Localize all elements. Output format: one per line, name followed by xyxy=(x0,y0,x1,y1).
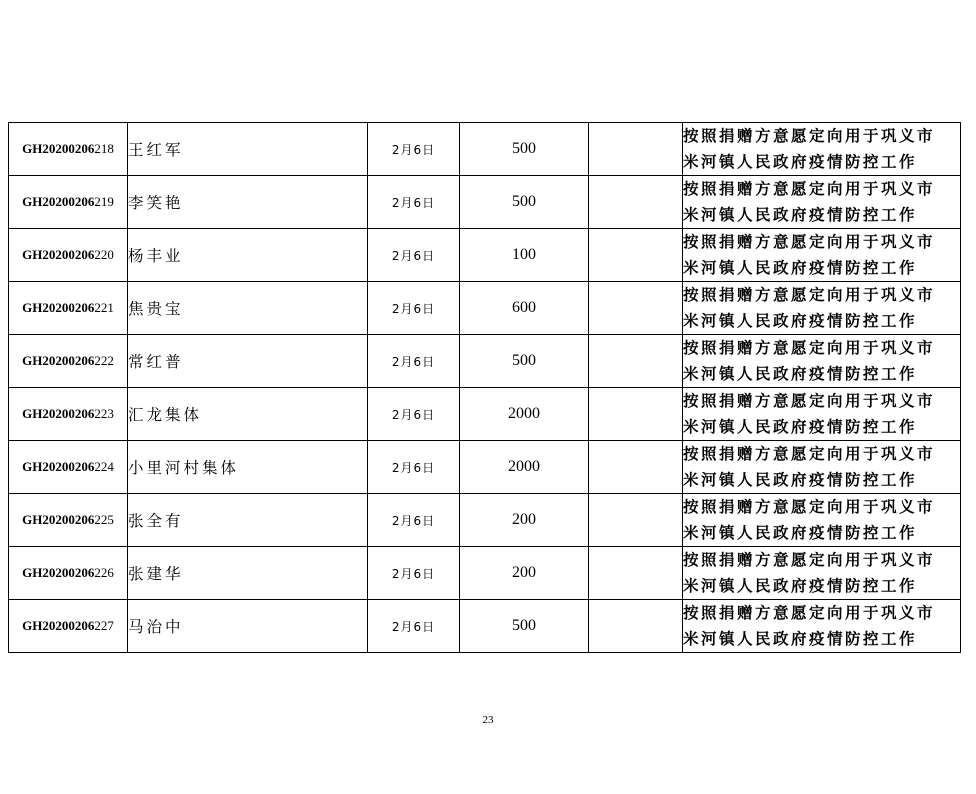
table-row xyxy=(9,282,961,335)
purpose-cell xyxy=(683,229,961,282)
donation-date-cell: 2月6日 xyxy=(368,600,460,653)
donation-id-prefix: GH20200206 xyxy=(22,247,95,262)
donation-id-cell xyxy=(9,547,128,600)
purpose-cell xyxy=(683,176,961,229)
purpose-line-1: 按照捐赠方意愿定向用于巩义市 xyxy=(683,233,936,251)
table-row xyxy=(9,123,961,176)
donation-table-body xyxy=(9,123,961,653)
purpose-line-1: 按照捐赠方意愿定向用于巩义市 xyxy=(683,551,936,569)
purpose-line-1: 按照捐赠方意愿定向用于巩义市 xyxy=(683,180,936,198)
donation-id-suffix: 222 xyxy=(94,353,114,368)
donation-amount-cell: 2000 xyxy=(460,441,589,494)
purpose-line-2: 米河镇人民政府疫情防控工作 xyxy=(683,524,918,542)
donation-id-prefix: GH20200206 xyxy=(22,406,95,421)
donation-id-prefix: GH20200206 xyxy=(22,512,95,527)
donation-id-suffix: 218 xyxy=(94,141,114,156)
purpose-cell xyxy=(683,600,961,653)
donor-name-cell: 汇龙集体 xyxy=(128,388,368,441)
donation-amount-cell: 600 xyxy=(460,282,589,335)
remark-cell xyxy=(589,123,683,176)
donation-amount-cell: 2000 xyxy=(460,388,589,441)
purpose-line-2: 米河镇人民政府疫情防控工作 xyxy=(683,418,918,436)
table-row xyxy=(9,388,961,441)
donation-id-cell xyxy=(9,388,128,441)
donation-id-suffix: 227 xyxy=(94,618,114,633)
remark-cell xyxy=(589,547,683,600)
donor-name-cell: 小里河村集体 xyxy=(128,441,368,494)
donation-id-suffix: 221 xyxy=(94,300,114,315)
purpose-line-2: 米河镇人民政府疫情防控工作 xyxy=(683,206,918,224)
donation-amount-cell: 500 xyxy=(460,600,589,653)
purpose-cell xyxy=(683,335,961,388)
donation-id-cell xyxy=(9,123,128,176)
donation-date-cell: 2月6日 xyxy=(368,441,460,494)
purpose-line-2: 米河镇人民政府疫情防控工作 xyxy=(683,630,918,648)
donation-id-prefix: GH20200206 xyxy=(22,353,95,368)
donor-name-cell: 王红军 xyxy=(128,123,368,176)
donation-id-suffix: 220 xyxy=(94,247,114,262)
donation-id-suffix: 223 xyxy=(94,406,114,421)
donation-date-cell: 2月6日 xyxy=(368,335,460,388)
donor-name-cell: 张建华 xyxy=(128,547,368,600)
remark-cell xyxy=(589,229,683,282)
purpose-cell xyxy=(683,547,961,600)
donation-amount-cell: 100 xyxy=(460,229,589,282)
donation-id-suffix: 224 xyxy=(94,459,114,474)
donation-id-prefix: GH20200206 xyxy=(22,565,95,580)
donation-id-prefix: GH20200206 xyxy=(22,459,95,474)
donation-id-cell xyxy=(9,229,128,282)
purpose-line-1: 按照捐赠方意愿定向用于巩义市 xyxy=(683,127,936,145)
donation-id-cell xyxy=(9,494,128,547)
donation-id-cell xyxy=(9,600,128,653)
donation-amount-cell: 200 xyxy=(460,494,589,547)
purpose-line-1: 按照捐赠方意愿定向用于巩义市 xyxy=(683,392,936,410)
table-row xyxy=(9,229,961,282)
purpose-line-1: 按照捐赠方意愿定向用于巩义市 xyxy=(683,339,936,357)
table-row xyxy=(9,494,961,547)
donation-id-suffix: 219 xyxy=(94,194,114,209)
page-number: 23 xyxy=(482,714,494,726)
table-row xyxy=(9,600,961,653)
donation-table xyxy=(8,122,961,653)
table-row xyxy=(9,441,961,494)
table-row xyxy=(9,176,961,229)
donation-id-prefix: GH20200206 xyxy=(22,141,95,156)
donation-date-cell: 2月6日 xyxy=(368,547,460,600)
donation-amount-cell: 500 xyxy=(460,335,589,388)
purpose-cell xyxy=(683,282,961,335)
purpose-cell xyxy=(683,494,961,547)
purpose-line-2: 米河镇人民政府疫情防控工作 xyxy=(683,153,918,171)
donation-date-cell: 2月6日 xyxy=(368,176,460,229)
remark-cell xyxy=(589,176,683,229)
remark-cell xyxy=(589,600,683,653)
purpose-line-1: 按照捐赠方意愿定向用于巩义市 xyxy=(683,604,936,622)
purpose-cell xyxy=(683,388,961,441)
donation-id-cell xyxy=(9,176,128,229)
remark-cell xyxy=(589,494,683,547)
purpose-line-2: 米河镇人民政府疫情防控工作 xyxy=(683,577,918,595)
remark-cell xyxy=(589,282,683,335)
donation-date-cell: 2月6日 xyxy=(368,388,460,441)
donor-name-cell: 李笑艳 xyxy=(128,176,368,229)
purpose-line-1: 按照捐赠方意愿定向用于巩义市 xyxy=(683,498,936,516)
donation-id-cell xyxy=(9,335,128,388)
table-row xyxy=(9,547,961,600)
remark-cell xyxy=(589,388,683,441)
purpose-line-2: 米河镇人民政府疫情防控工作 xyxy=(683,312,918,330)
donation-id-cell xyxy=(9,282,128,335)
purpose-line-2: 米河镇人民政府疫情防控工作 xyxy=(683,471,918,489)
purpose-cell xyxy=(683,441,961,494)
remark-cell xyxy=(589,335,683,388)
table-row xyxy=(9,335,961,388)
donor-name-cell: 常红普 xyxy=(128,335,368,388)
donation-id-prefix: GH20200206 xyxy=(22,618,95,633)
donation-amount-cell: 200 xyxy=(460,547,589,600)
donation-date-cell: 2月6日 xyxy=(368,282,460,335)
donation-id-suffix: 225 xyxy=(94,512,114,527)
donation-amount-cell: 500 xyxy=(460,176,589,229)
donation-date-cell: 2月6日 xyxy=(368,229,460,282)
remark-cell xyxy=(589,441,683,494)
donor-name-cell: 张全有 xyxy=(128,494,368,547)
donor-name-cell: 焦贵宝 xyxy=(128,282,368,335)
donor-name-cell: 马治中 xyxy=(128,600,368,653)
donation-id-suffix: 226 xyxy=(94,565,114,580)
donor-name-cell: 杨丰业 xyxy=(128,229,368,282)
purpose-line-1: 按照捐赠方意愿定向用于巩义市 xyxy=(683,286,936,304)
donation-date-cell: 2月6日 xyxy=(368,494,460,547)
purpose-line-2: 米河镇人民政府疫情防控工作 xyxy=(683,259,918,277)
donation-id-prefix: GH20200206 xyxy=(22,194,95,209)
donation-id-cell xyxy=(9,441,128,494)
purpose-line-1: 按照捐赠方意愿定向用于巩义市 xyxy=(683,445,936,463)
donation-id-prefix: GH20200206 xyxy=(22,300,95,315)
donation-amount-cell: 500 xyxy=(460,123,589,176)
donation-date-cell: 2月6日 xyxy=(368,123,460,176)
purpose-cell xyxy=(683,123,961,176)
purpose-line-2: 米河镇人民政府疫情防控工作 xyxy=(683,365,918,383)
